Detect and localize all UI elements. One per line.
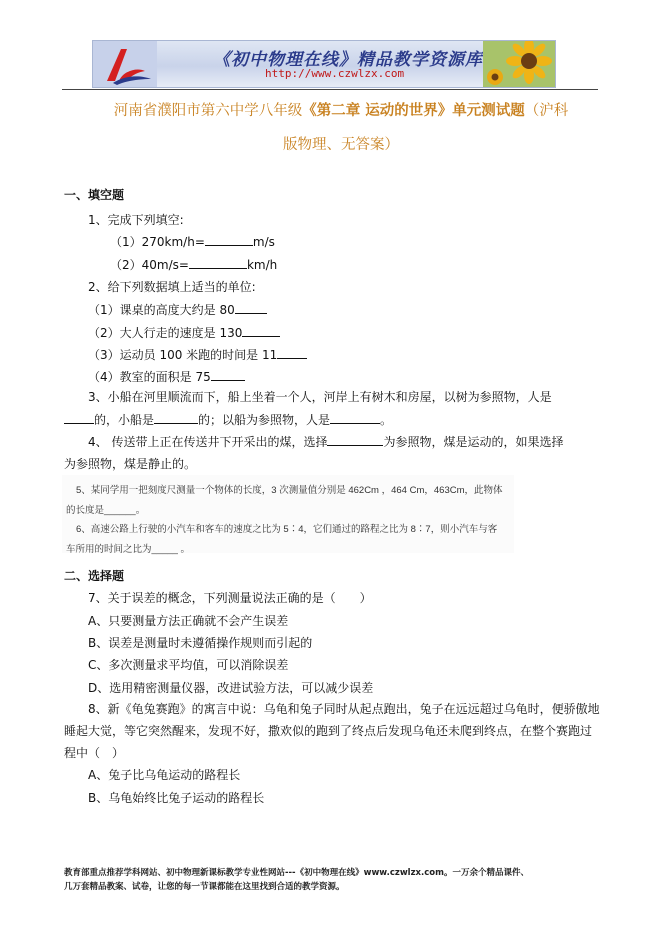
- blank[interactable]: [189, 256, 247, 269]
- blank[interactable]: [330, 411, 380, 424]
- blank[interactable]: [64, 411, 94, 424]
- blank[interactable]: [205, 233, 253, 246]
- title-prefix: 河南省濮阳市第六中学八年级: [113, 103, 303, 119]
- header-rule: [62, 89, 598, 90]
- question-2-4: （4）教室的面积是 75: [88, 368, 245, 385]
- question-6-line1: 6、高速公路上行驶的小汽车和客车的速度之比为 5∶4，它们通过的路程之比为 8∶7，则小汽车与客: [76, 524, 498, 535]
- question-4-line1: 4、 传送带上正在传送井下开采出的煤，选择 为参照物，煤是运动的，如果选择: [88, 435, 564, 449]
- section-heading-fill: 一、填空题: [64, 188, 125, 202]
- question-8-option-b: B、乌龟始终比兔子运动的路程长: [88, 791, 265, 805]
- question-4-line2: 为参照物，煤是静止的。: [64, 457, 197, 471]
- question-2-3: （3）运动员 100 米跑的时间是 11: [88, 346, 307, 363]
- question-2-2: （2）大人行走的速度是 130: [88, 324, 280, 341]
- question-6-line2: 车所用的时间之比为_____ 。: [66, 544, 191, 555]
- question-5-line1: 5、某同学用一把刻度尺测量一个物体的长度，3 次测量值分别是 462Cm ，464 Cm，463Cm，此物体: [76, 485, 503, 496]
- question-8-line2: 睡起大觉，等它突然醒来，发现不好，撒欢似的跑到了终点后发现乌龟还未爬到终点，在整个赛跑过: [64, 724, 593, 738]
- title-chapter: 《第二章 运动的世界》单元测试题: [302, 103, 525, 119]
- title-line2: 版物理、无答案）: [283, 137, 399, 153]
- title-suffix: （沪科: [524, 103, 569, 119]
- blank[interactable]: [277, 346, 307, 359]
- question-5-line2: 的长度是______。: [66, 505, 146, 516]
- question-7-option-d: D、选用精密测量仪器，改进试验方法，可以减少误差: [88, 681, 374, 695]
- question-3-line1: 3、小船在河里顺流而下，船上坐着一个人，河岸上有树木和房屋，以树为参照物，人是: [88, 390, 552, 404]
- question-1b: （2）40m/s= km/h: [110, 258, 278, 272]
- banner-url[interactable]: http://www.czwlzx.com: [265, 67, 405, 80]
- banner-title: 《初中物理在线》精品教学资源库: [213, 50, 483, 70]
- blank[interactable]: [242, 324, 280, 337]
- question-2: 2、给下列数据填上适当的单位:: [88, 280, 256, 294]
- question-1: 1、完成下列填空:: [88, 213, 184, 227]
- page-title: [86, 94, 596, 162]
- question-3-line2: 的，小船是 的；以船为参照物，人是 。: [64, 411, 392, 428]
- question-8-option-a: A、兔子比乌龟运动的路程长: [88, 768, 241, 782]
- footer-line1: 教育部重点推荐学科网站、初中物理新课标教学专业性网站---《初中物理在线》www.czwlzx.com。一万余个精品课件、: [64, 868, 529, 878]
- question-7-option-b: B、误差是测量时未遵循操作规则而引起的: [88, 636, 313, 650]
- blank[interactable]: [211, 368, 245, 381]
- question-8-line1: 8、新《龟兔赛跑》的寓言中说：乌龟和兔子同时从起点跑出，兔子在远远超过乌龟时，便骄傲地: [88, 702, 600, 716]
- blank[interactable]: [235, 301, 267, 314]
- question-8-line3: 程中（ ）: [64, 746, 125, 760]
- question-7: 7、关于误差的概念，下列测量说法正确的是（ ）: [88, 591, 372, 605]
- question-7-option-a: A、只要测量方法正确就不会产生误差: [88, 614, 289, 628]
- question-2-1: （1）课桌的高度大约是 80: [88, 301, 267, 318]
- site-logo-icon: [93, 41, 157, 87]
- question-1a: （1）270km/h= m/s: [110, 235, 275, 249]
- blank[interactable]: [154, 411, 198, 424]
- section-heading-choice: 二、选择题: [64, 569, 125, 583]
- footer-line2: 几万套精品教案、试卷，让您的每一节课都能在这里找到合适的教学资源。: [64, 882, 345, 892]
- header-banner: [92, 40, 556, 88]
- page-footer: [64, 866, 604, 894]
- sunflower-icon: [483, 41, 555, 87]
- blank[interactable]: [327, 433, 383, 446]
- question-7-option-c: C、多次测量求平均值，可以消除误差: [88, 658, 289, 672]
